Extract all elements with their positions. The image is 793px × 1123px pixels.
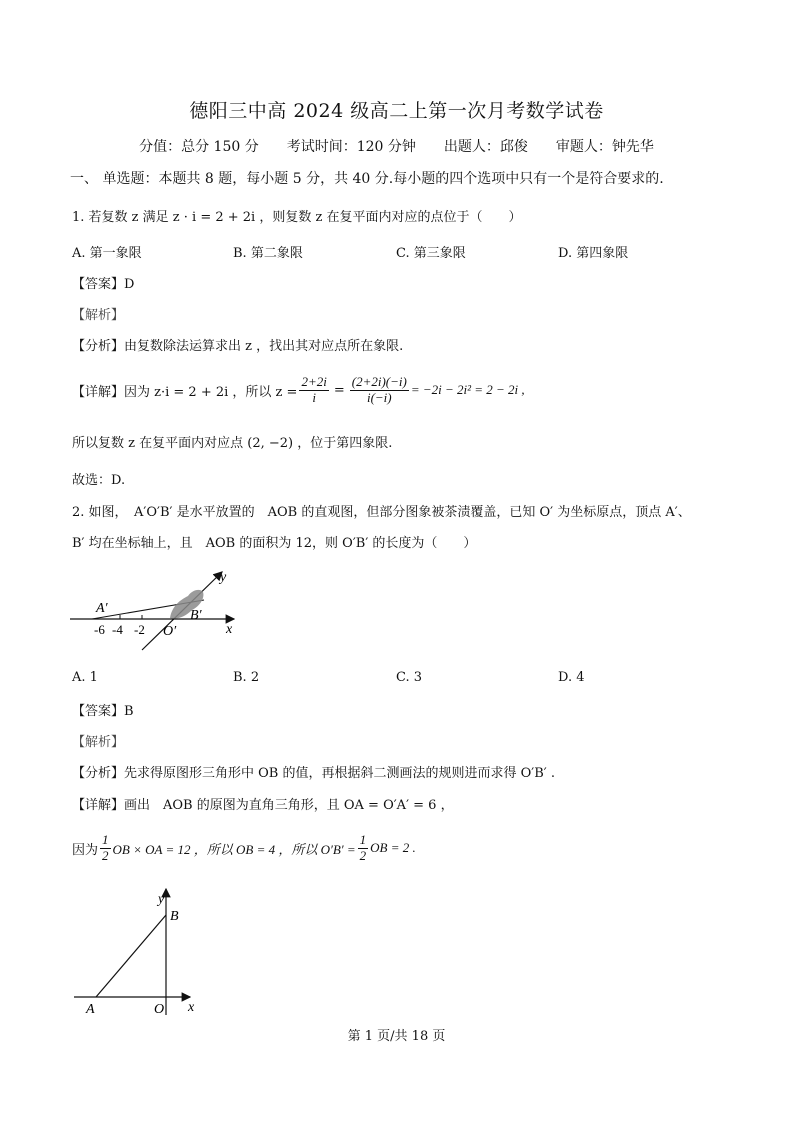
q1-fenxi: 【分析】由复数除法运算求出 z ，找出其对应点所在象限. <box>72 339 404 354</box>
q1-answer: 【答案】D <box>72 277 135 292</box>
q2-half-numerator-1: 1 <box>102 831 109 847</box>
page-footer: 第 1 页/共 18 页 <box>347 1029 446 1044</box>
tick-label-minus-2: -2 <box>134 622 145 637</box>
q1-frac2-denominator: i(−i) <box>366 389 392 405</box>
q2-option-c: C. 3 <box>396 670 423 685</box>
q1-frac2-numerator: (2+2i)(−i) <box>351 373 407 389</box>
q2-detail: 【详解】画出 AOB 的原图为直角三角形，且 OA = O′A′ = 6 ， <box>72 798 454 813</box>
q1-fraction-1 <box>299 375 328 406</box>
label-o: O <box>154 1002 165 1017</box>
label-a: A <box>86 1002 95 1017</box>
q1-option-d: D. 第四象限 <box>558 246 629 261</box>
label-x-axis: x <box>226 622 233 637</box>
q1-fraction-2 <box>350 375 409 406</box>
q1-conclusion: 所以复数 z 在复平面内对应点 (2, −2) ，位于第四象限. <box>72 436 393 451</box>
q1-choice: 故选：D. <box>72 473 126 488</box>
q2-stem-line-2: B′ 均在坐标轴上，且 AOB 的面积为 12，则 O′B′ 的长度为（ ） <box>72 536 477 551</box>
q2-calc-mid-1: OB × OA = 12 ，所以 OB = 4 ，所以 O′B′ = <box>112 841 356 857</box>
label-y-axis: y <box>220 570 227 585</box>
q2-fenxi: 【分析】先求得原图形三角形中 OB 的值，再根据斜二测画法的规则进而求得 O′B′ . <box>72 766 555 781</box>
hypotenuse-a-b <box>96 915 166 997</box>
q1-detail-post: = −2i − 2i² = 2 − 2i , <box>410 382 525 397</box>
oblique-figure <box>62 560 252 660</box>
q2-analysis-tag: 【解析】 <box>72 735 125 750</box>
q2-calc-pre: 因为 <box>72 842 99 858</box>
q2-calc-mid-2: OB = 2 . <box>370 840 416 855</box>
q2-option-b: B. 2 <box>233 670 260 685</box>
q1-frac1-denominator: i <box>312 389 316 405</box>
tick-label-minus-6: -6 <box>94 622 105 637</box>
q2-half-fraction-2 <box>358 833 369 864</box>
section-heading: 一、 单选题：本题共 8 题，每小题 5 分，共 40 分.每小题的四个选项中只有一个是符合要求的. <box>70 171 664 187</box>
label-o-prime: O′ <box>163 624 177 639</box>
q1-option-b: B. 第二象限 <box>233 246 303 261</box>
exam-meta: 分值：总分 150 分 考试时间：120 分钟 出题人：邱俊 审题人：钟先华 <box>139 139 654 155</box>
q1-detail-pre: 【详解】因为 z·i = 2 + 2i ，所以 z = <box>72 384 298 400</box>
tick-label-minus-4: -4 <box>112 622 123 637</box>
q2-option-d: D. 4 <box>558 670 585 685</box>
page-title: 德阳三中高 2024 级高二上第一次月考数学试卷 <box>189 100 604 122</box>
q2-stem-line-1: 2. 如图， A′O′B′ 是水平放置的 AOB 的直观图，但部分图象被茶渍覆盖，已知 O′ 为坐标原点，顶点 A′、 <box>72 505 691 520</box>
q1-detail <box>72 366 525 414</box>
q2-option-a: A. 1 <box>72 670 98 685</box>
q1-option-c: C. 第三象限 <box>396 246 466 261</box>
q2-half-denominator-2: 2 <box>359 847 367 863</box>
label-a-prime: A′ <box>96 601 108 616</box>
original-figure <box>70 885 210 1020</box>
q1-option-a: A. 第一象限 <box>72 246 142 261</box>
q1-equals: = <box>333 382 345 398</box>
label-b: B <box>170 909 179 924</box>
q1-stem: 1. 若复数 z 满足 z · i = 2 + 2i ，则复数 z 在复平面内对应的点位于（ ） <box>72 210 522 225</box>
label-x-axis: x <box>188 1000 195 1015</box>
q1-analysis-tag: 【解析】 <box>72 308 125 323</box>
label-b-prime: B′ <box>190 608 202 623</box>
q2-half-fraction-1 <box>100 833 111 864</box>
q1-frac1-numerator: 2+2i <box>301 373 327 389</box>
q2-calculation <box>72 826 416 870</box>
q2-half-denominator-1: 2 <box>102 847 109 863</box>
q2-answer: 【答案】B <box>72 704 134 719</box>
label-y-axis: y <box>158 892 165 907</box>
q2-half-numerator-2: 1 <box>359 831 367 847</box>
